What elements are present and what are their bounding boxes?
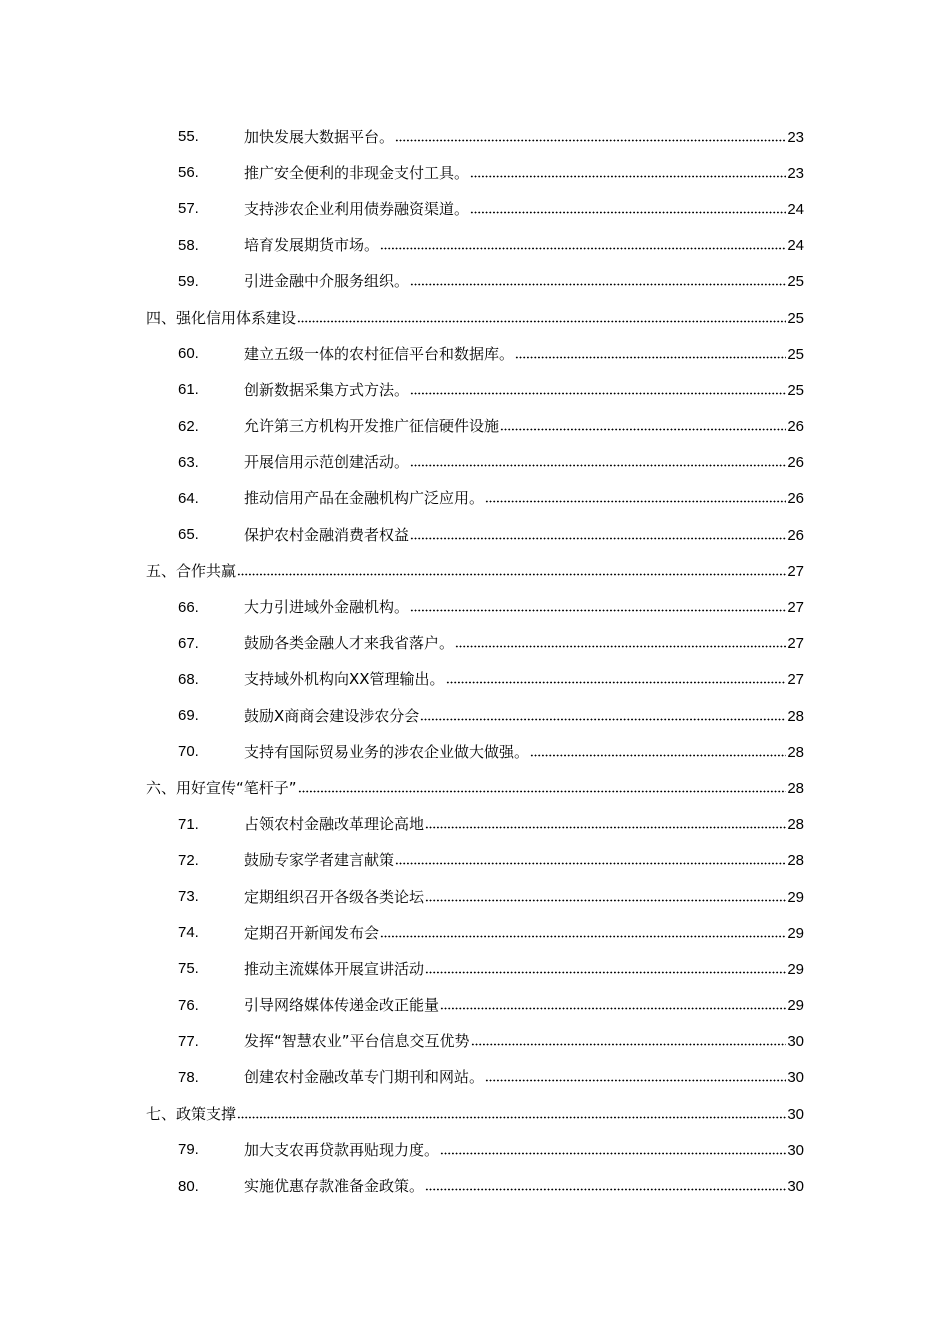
toc-item-title: 占领农村金融改革理论高地	[244, 815, 425, 834]
toc-item-number: 75.	[178, 960, 199, 978]
toc-page-number: 27	[787, 671, 804, 689]
toc-item-number: 63.	[178, 453, 199, 471]
dot-leader	[410, 455, 786, 467]
toc-section-title: 四、强化信用体系建设	[146, 308, 297, 327]
dot-leader	[420, 709, 786, 721]
toc-item-number: 66.	[178, 598, 199, 616]
dot-leader	[237, 564, 786, 576]
toc-entry-body	[244, 1032, 804, 1051]
dot-leader	[455, 636, 786, 648]
dot-leader	[237, 1107, 786, 1119]
dot-leader	[410, 528, 786, 540]
dot-leader	[440, 998, 786, 1010]
toc-item-title: 引进金融中介服务组织。	[244, 272, 410, 291]
toc-item-title: 鼓励X商商会建设涉农分会	[244, 706, 420, 725]
toc-item-number: 70.	[178, 743, 199, 761]
toc-section-title: 六、用好宣传“笔杆子”	[146, 778, 297, 797]
dot-leader	[425, 1179, 786, 1191]
toc-page-number: 24	[787, 237, 804, 255]
toc-page-number: 28	[787, 852, 804, 870]
toc-item-number: 69.	[178, 707, 199, 725]
toc-entry-body	[146, 562, 804, 581]
toc-item-number: 61.	[178, 381, 199, 399]
toc-item-title: 保护农村金融消费者权益	[244, 525, 410, 544]
toc-item-title: 创建农村金融改革专门期刊和网站。	[244, 1068, 485, 1087]
toc-page-number: 27	[787, 599, 804, 617]
toc-item-row[interactable]	[0, 119, 950, 155]
toc-item-title: 推动信用产品在金融机构广泛应用。	[244, 489, 485, 508]
toc-item-row[interactable]	[0, 807, 950, 843]
toc-item-row[interactable]	[0, 1060, 950, 1096]
toc-page-number: 28	[787, 743, 804, 761]
toc-item-row[interactable]	[0, 1132, 950, 1168]
dot-leader	[425, 890, 786, 902]
toc-entry-body	[244, 1177, 804, 1196]
toc-item-title: 实施优惠存款准备金政策。	[244, 1177, 425, 1196]
toc-entry-body	[244, 453, 804, 472]
toc-item-number: 68.	[178, 670, 199, 688]
toc-item-row[interactable]	[0, 191, 950, 227]
toc-entry-body	[244, 707, 804, 726]
toc-item-number: 74.	[178, 924, 199, 942]
toc-entry-body	[244, 851, 804, 870]
dot-leader	[530, 745, 786, 757]
toc-item-row[interactable]	[0, 951, 950, 987]
toc-section-row[interactable]	[0, 300, 950, 336]
toc-item-title: 鼓励专家学者建言献策	[244, 851, 395, 870]
toc-page-number: 29	[787, 888, 804, 906]
toc-entry-body	[146, 779, 804, 798]
toc-page-number: 30	[787, 1105, 804, 1123]
toc-page-number: 25	[787, 345, 804, 363]
toc-page-number: 30	[787, 1141, 804, 1159]
dot-leader	[440, 1143, 786, 1155]
toc-item-number: 71.	[178, 815, 199, 833]
toc-item-title: 支持有国际贸易业务的涉农企业做大做强。	[244, 742, 530, 761]
toc-item-row[interactable]	[0, 843, 950, 879]
toc-page-number: 23	[787, 164, 804, 182]
toc-entry-body	[244, 815, 804, 834]
toc-item-title: 定期组织召开各级各类论坛	[244, 887, 425, 906]
toc-item-title: 鼓励各类金融人才来我省落户。	[244, 634, 455, 653]
toc-entry-body	[244, 924, 804, 943]
toc-section-row[interactable]	[0, 553, 950, 589]
toc-page-number: 26	[787, 526, 804, 544]
toc-page-number: 23	[787, 128, 804, 146]
toc-entry-body	[244, 164, 804, 183]
toc-item-row[interactable]	[0, 698, 950, 734]
toc-page-number: 25	[787, 381, 804, 399]
toc-entry-body	[244, 1068, 804, 1087]
toc-item-number: 60.	[178, 345, 199, 363]
toc-item-number: 72.	[178, 851, 199, 869]
toc-section-row[interactable]	[0, 770, 950, 806]
toc-section-row[interactable]	[0, 1096, 950, 1132]
dot-leader	[380, 238, 786, 250]
toc-entry-body	[244, 888, 804, 907]
dot-leader	[470, 166, 786, 178]
toc-item-title: 创新数据采集方式方法。	[244, 380, 410, 399]
toc-item-title: 推动主流媒体开展宣讲活动	[244, 959, 425, 978]
toc-item-number: 77.	[178, 1032, 199, 1050]
toc-item-title: 推广安全便利的非现金支付工具。	[244, 163, 470, 182]
dot-leader	[425, 817, 786, 829]
toc-item-title: 建立五级一体的农村征信平台和数据库。	[244, 344, 515, 363]
toc-page-number: 29	[787, 924, 804, 942]
toc-item-row[interactable]	[0, 1168, 950, 1204]
toc-entry-body	[244, 128, 804, 147]
toc-entry-body	[146, 1105, 804, 1124]
toc-item-number: 58.	[178, 236, 199, 254]
toc-page-number: 25	[787, 273, 804, 291]
toc-page-number: 30	[787, 1069, 804, 1087]
toc-page-number: 24	[787, 200, 804, 218]
toc-item-row[interactable]	[0, 589, 950, 625]
toc-item-row[interactable]	[0, 409, 950, 445]
dot-leader	[485, 1070, 786, 1082]
toc-item-row[interactable]	[0, 445, 950, 481]
toc-item-title: 加快发展大数据平台。	[244, 127, 395, 146]
toc-entry-body	[244, 1141, 804, 1160]
toc-entry-body	[244, 996, 804, 1015]
dot-leader	[410, 274, 786, 286]
toc-page-number: 28	[787, 707, 804, 725]
toc-section-title: 五、合作共赢	[146, 561, 237, 580]
toc-item-row[interactable]	[0, 517, 950, 553]
toc-entry-body	[244, 236, 804, 255]
toc-item-row[interactable]	[0, 264, 950, 300]
toc-page-number: 27	[787, 635, 804, 653]
dot-leader	[410, 383, 786, 395]
toc-entry-body	[244, 272, 804, 291]
toc-item-title: 允许第三方机构开发推广征信硬件设施	[244, 417, 500, 436]
dot-leader	[395, 130, 786, 142]
toc-item-row[interactable]	[0, 155, 950, 191]
toc-entry-body	[244, 200, 804, 219]
toc-entry-body	[244, 526, 804, 545]
toc-item-row[interactable]	[0, 915, 950, 951]
toc-item-title: 开展信用示范创建活动。	[244, 453, 410, 472]
toc-item-row[interactable]	[0, 988, 950, 1024]
toc-item-row[interactable]	[0, 372, 950, 408]
toc-item-row[interactable]	[0, 662, 950, 698]
toc-item-number: 78.	[178, 1068, 199, 1086]
toc-item-title: 大力引进域外金融机构。	[244, 598, 410, 617]
toc-page-number: 29	[787, 960, 804, 978]
toc-page-number: 27	[787, 562, 804, 580]
toc-item-title: 定期召开新闻发布会	[244, 923, 380, 942]
toc-item-number: 76.	[178, 996, 199, 1014]
toc-entry-body	[244, 960, 804, 979]
toc-entry-body	[244, 634, 804, 653]
dot-leader	[446, 672, 787, 684]
toc-item-title: 加大支农再贷款再贴现力度。	[244, 1140, 440, 1159]
toc-item-number: 73.	[178, 888, 199, 906]
toc-entry-body	[244, 670, 804, 689]
toc-page-number: 29	[787, 997, 804, 1015]
dot-leader	[515, 347, 786, 359]
dot-leader	[425, 962, 786, 974]
toc-item-number: 65.	[178, 526, 199, 544]
toc-page-number: 28	[787, 816, 804, 834]
toc-section-title: 七、政策支撑	[146, 1104, 237, 1123]
toc-item-number: 55.	[178, 128, 199, 146]
toc-entry-body	[244, 345, 804, 364]
toc-page-number: 30	[787, 1178, 804, 1196]
toc-page-number: 26	[787, 418, 804, 436]
dot-leader	[297, 311, 786, 323]
toc-item-row[interactable]	[0, 336, 950, 372]
toc-item-row[interactable]	[0, 734, 950, 770]
toc-item-row[interactable]	[0, 626, 950, 662]
toc-entry-body	[244, 417, 804, 436]
toc-page-number: 25	[787, 309, 804, 327]
toc-entry-body	[146, 309, 804, 328]
toc-item-number: 64.	[178, 489, 199, 507]
toc-item-number: 80.	[178, 1177, 199, 1195]
dot-leader	[395, 853, 786, 865]
toc-item-number: 79.	[178, 1141, 199, 1159]
toc-item-title: 发挥“智慧农业”平台信息交互优势	[244, 1032, 470, 1051]
toc-item-number: 56.	[178, 164, 199, 182]
dot-leader	[485, 491, 786, 503]
toc-entry-body	[244, 381, 804, 400]
toc-item-title: 支持域外机构向XX管理输出。	[244, 670, 445, 689]
toc-item-row[interactable]	[0, 481, 950, 517]
toc-item-title: 支持涉农企业利用债券融资渠道。	[244, 199, 470, 218]
dot-leader	[410, 600, 786, 612]
dot-leader	[471, 1034, 787, 1046]
toc-item-row[interactable]	[0, 1024, 950, 1060]
toc-item-number: 62.	[178, 417, 199, 435]
toc-entry-body	[244, 743, 804, 762]
toc-page-number: 30	[787, 1033, 804, 1051]
table-of-contents	[0, 119, 950, 1205]
toc-item-number: 57.	[178, 200, 199, 218]
toc-item-title: 引导网络媒体传递金改正能量	[244, 996, 440, 1015]
toc-entry-body	[244, 598, 804, 617]
toc-page-number: 26	[787, 490, 804, 508]
dot-leader	[500, 419, 786, 431]
toc-item-title: 培育发展期货市场。	[244, 236, 380, 255]
toc-item-row[interactable]	[0, 228, 950, 264]
toc-entry-body	[244, 489, 804, 508]
toc-page-number: 28	[787, 779, 804, 797]
dot-leader	[470, 202, 786, 214]
dot-leader	[298, 781, 787, 793]
toc-item-row[interactable]	[0, 879, 950, 915]
toc-item-number: 67.	[178, 634, 199, 652]
toc-page-number: 26	[787, 454, 804, 472]
dot-leader	[380, 926, 786, 938]
toc-item-number: 59.	[178, 272, 199, 290]
